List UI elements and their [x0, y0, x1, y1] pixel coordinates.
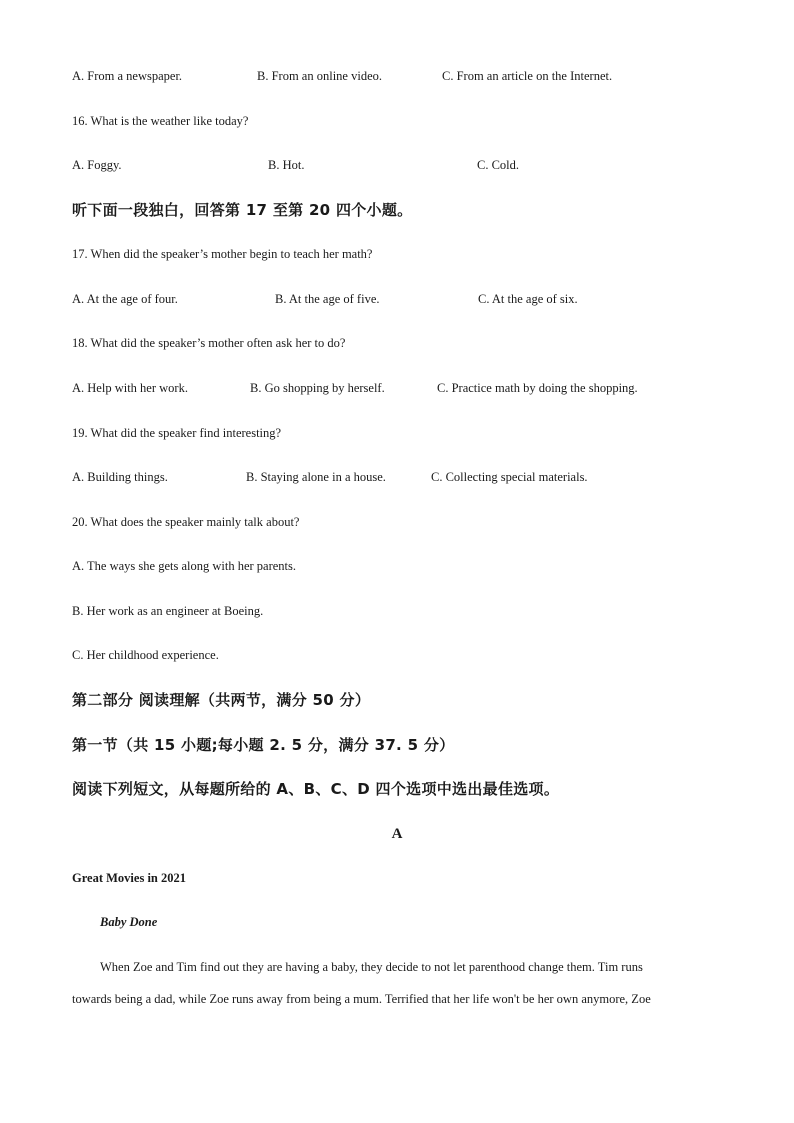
q20-option-a: A. The ways she gets along with her parents.	[72, 559, 297, 573]
passage-title: Great Movies in 2021	[72, 871, 186, 885]
q20-option-c: C. Her childhood experience.	[72, 648, 219, 662]
passage-letter: A	[391, 826, 403, 842]
q17-option-c: C. At the age of six.	[478, 292, 578, 306]
q19-option-a: A. Building things.	[72, 470, 168, 484]
q18-option-a: A. Help with her work.	[72, 381, 188, 395]
q19-option-b: B. Staying alone in a house.	[246, 470, 386, 484]
q15-option-c: C. From an article on the Internet.	[442, 69, 613, 83]
q17-option-a: A. At the age of four.	[72, 292, 178, 306]
q15-option-a: A. From a newspaper.	[72, 69, 183, 83]
q16-option-b: B. Hot.	[268, 158, 305, 172]
q15-option-b: B. From an online video.	[257, 69, 382, 83]
movie-title: Baby Done	[100, 915, 158, 929]
q18-option-b: B. Go shopping by herself.	[250, 381, 385, 395]
q16-question: 16. What is the weather like today?	[72, 114, 249, 128]
q20-question: 20. What does the speaker mainly talk about?	[72, 515, 300, 529]
passage-paragraph-line: towards being a dad, while Zoe runs away from being a mum. Terrified that her life won't be her own anymore, Zoe	[72, 992, 651, 1006]
passage-paragraph-line: When Zoe and Tim find out they are having a baby, they decide to not let parenthood change them. Tim runs	[100, 960, 643, 974]
q19-option-c: C. Collecting special materials.	[431, 470, 588, 484]
section-heading-monologue: 听下面一段独白，回答第 17 至第 20 四个小题。	[72, 201, 413, 219]
q20-option-b: B. Her work as an engineer at Boeing.	[72, 604, 264, 618]
section1-heading: 第一节（共 15 小题;每小题 2. 5 分，满分 37. 5 分）	[72, 736, 455, 754]
q17-option-b: B. At the age of five.	[275, 292, 380, 306]
q19-question: 19. What did the speaker find interesting?	[72, 426, 282, 440]
q18-question: 18. What did the speaker’s mother often ask her to do?	[72, 336, 346, 350]
q16-option-a: A. Foggy.	[72, 158, 122, 172]
q17-question: 17. When did the speaker’s mother begin to teach her math?	[72, 247, 373, 261]
reading-instruction: 阅读下列短文，从每题所给的 A、B、C、D 四个选项中选出最佳选项。	[72, 780, 560, 798]
q16-option-c: C. Cold.	[477, 158, 520, 172]
part2-heading: 第二部分 阅读理解（共两节，满分 50 分）	[72, 691, 371, 709]
q18-option-c: C. Practice math by doing the shopping.	[437, 381, 638, 395]
